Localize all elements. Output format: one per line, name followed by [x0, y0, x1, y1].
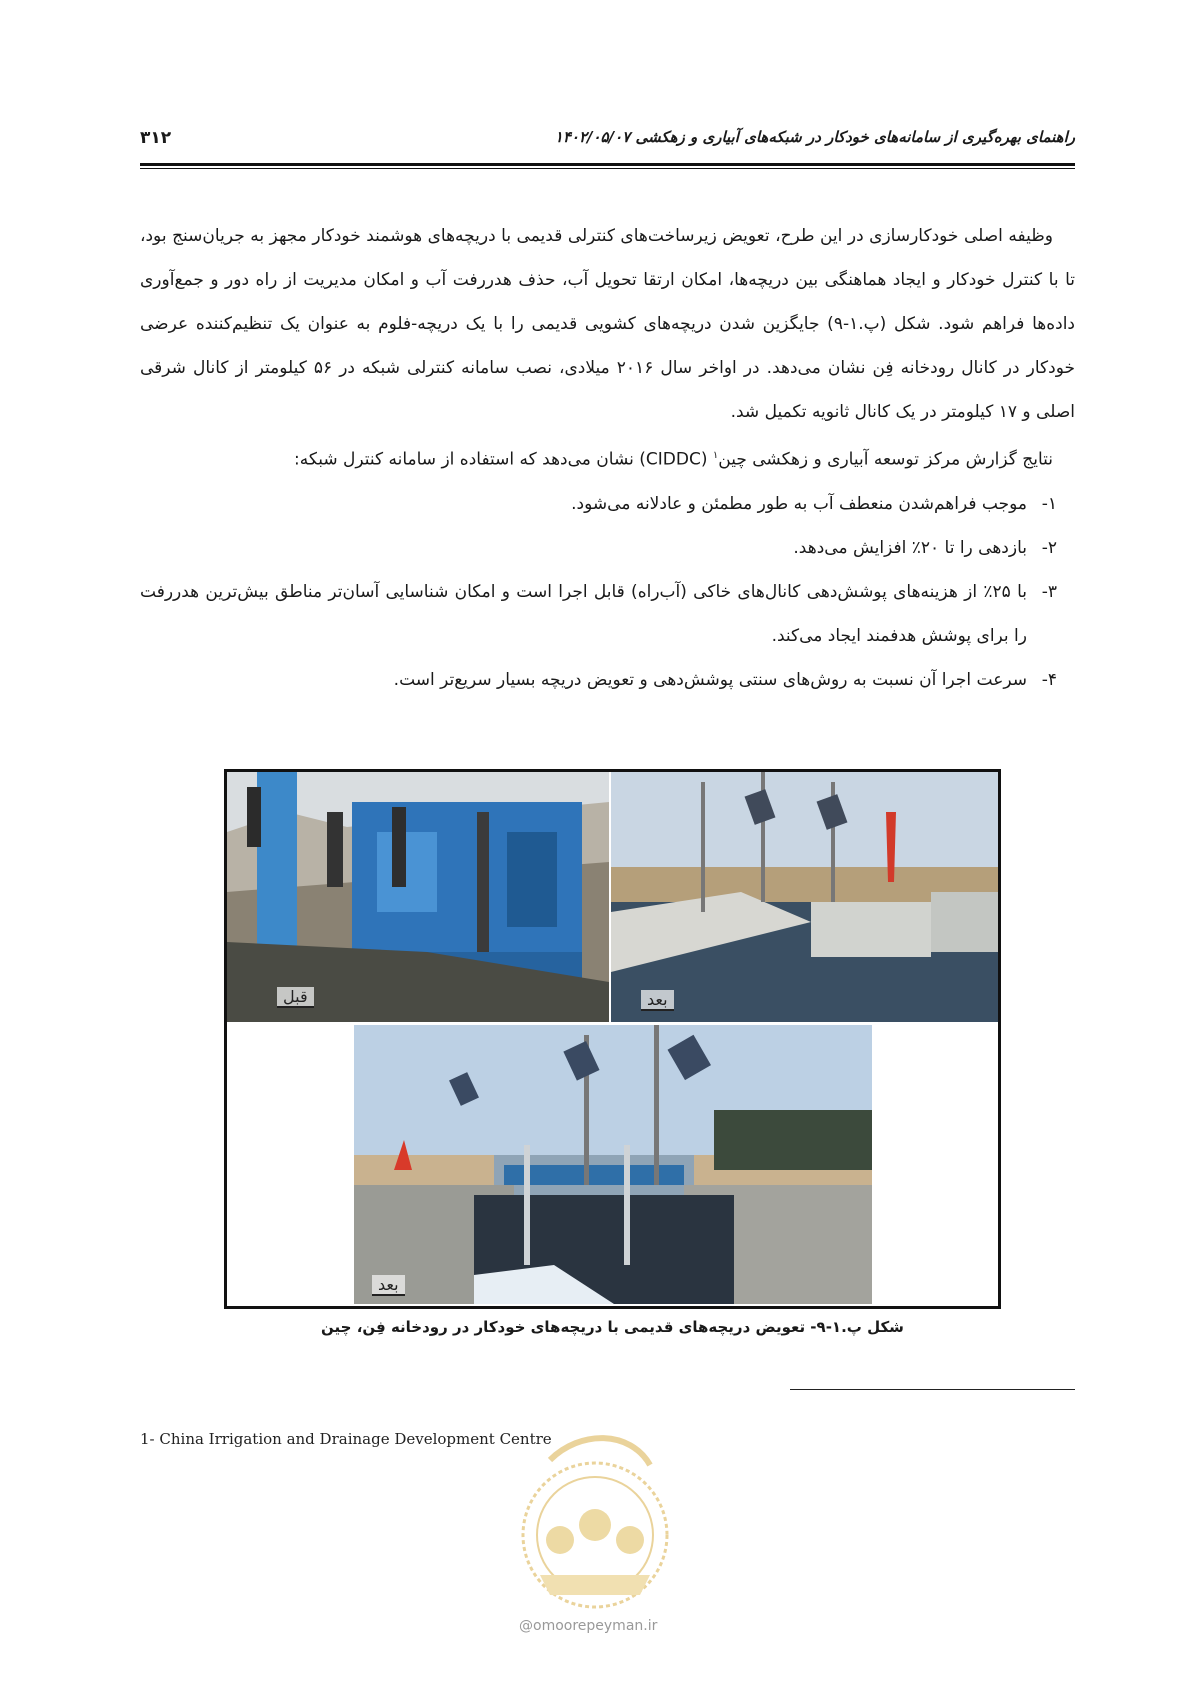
- list-item: [140, 658, 1075, 702]
- list-item-number: ۲-: [1041, 537, 1057, 558]
- header-date: ۱۴۰۲/۰۵/۰۷: [554, 128, 631, 146]
- paragraph-1: وظیفه اصلی خودکارسازی در این طرح، تعویض زیرساخت‌های کنترلی قدیمی با دریچه‌های هوشمند خودکار مجهز به جریان‌سنج بود، تا با کنترل خودکار و ایجاد هماهنگی بین دریچه‌ها، امکان ارتقا تحویل آب، حذف هدررفت آب و امکان مدیریت از راه دور و جمع‌آوری داده‌ها فراهم شود. شکل (پ.۱-۹) جایگزین شدن دریچه‌های کشویی قدیمی را با یک دریچه-فلوم به عنوان یک تنظیم‌کننده عرضی خودکار در کانال رودخانه فِن نشان می‌دهد. در اواخر سال ۲۰۱۶ میلادی، نصب سامانه کنترلی شبکه در ۵۶ کیلومتر از کانال شرقی اصلی و ۱۷ کیلومتر در یک کانال ثانویه تکمیل شد.: [140, 226, 1075, 422]
- list-item-number: ۳-: [1041, 581, 1057, 602]
- list-item-number: ۴-: [1041, 669, 1057, 690]
- list-item: [140, 526, 1075, 570]
- footnote-ref: ۱: [712, 450, 719, 461]
- results-list: [140, 482, 1075, 702]
- list-item-text: با ۲۵٪ از هزینه‌های پوشش‌دهی کانال‌های خاکی (آب‌راه) قابل اجرا است و امکان شناسایی آسان‌تر مناطق بیش‌ترین هدررفت را برای پوشش هدفمند ایجاد می‌کند.: [140, 581, 1027, 646]
- running-title: [537, 128, 1075, 146]
- list-item: [140, 570, 1075, 658]
- figure-caption: شکل پ.۱-۹- تعویض دریچه‌های قدیمی با دریچه‌های خودکار در رودخانه فِن، چین: [321, 1318, 904, 1336]
- label-after-2: بعد: [372, 1275, 405, 1296]
- figure-frame: [224, 769, 1001, 1309]
- running-title-text: راهنمای بهره‌گیری از سامانه‌های خودکار در شبکه‌های آبیاری و زهکشی: [635, 128, 1075, 146]
- paragraph-2-before: نتایج گزارش مرکز توسعه آبیاری و زهکشی چین: [718, 449, 1053, 470]
- paragraph-2: [140, 434, 1075, 482]
- watermark-logo: [480, 1420, 710, 1610]
- list-item-text: بازدهی را تا ۲۰٪ افزایش می‌دهد.: [793, 537, 1027, 558]
- footnote: 1- China Irrigation and Drainage Development Centre: [140, 1430, 552, 1448]
- label-before: قبل: [277, 987, 314, 1008]
- label-after-1: بعد: [641, 990, 674, 1011]
- photo-before: [227, 772, 609, 1022]
- header-rule-thin: [140, 168, 1075, 169]
- body-text: [140, 214, 1075, 702]
- page-number: ۳۱۲: [140, 128, 172, 148]
- footnote-rule: [790, 1389, 1075, 1390]
- list-item-text: موجب فراهم‌شدن منعطف آب به طور مطمئن و عادلانه می‌شود.: [571, 493, 1027, 514]
- list-item-number: ۱-: [1041, 493, 1057, 514]
- header-rule-thick: [140, 163, 1075, 166]
- photo-after-2: [354, 1025, 872, 1304]
- list-item: [140, 482, 1075, 526]
- page-header: [140, 128, 1075, 150]
- paragraph-2-after: (CIDDC) نشان می‌دهد که استفاده از سامانه کنترل شبکه:: [294, 449, 713, 470]
- list-item-text: سرعت اجرا آن نسبت به روش‌های سنتی پوشش‌دهی و تعویض دریچه بسیار سریع‌تر است.: [393, 669, 1027, 690]
- photo-after-1: [611, 772, 998, 1022]
- watermark-url: @omoorepeyman.ir: [519, 1618, 658, 1634]
